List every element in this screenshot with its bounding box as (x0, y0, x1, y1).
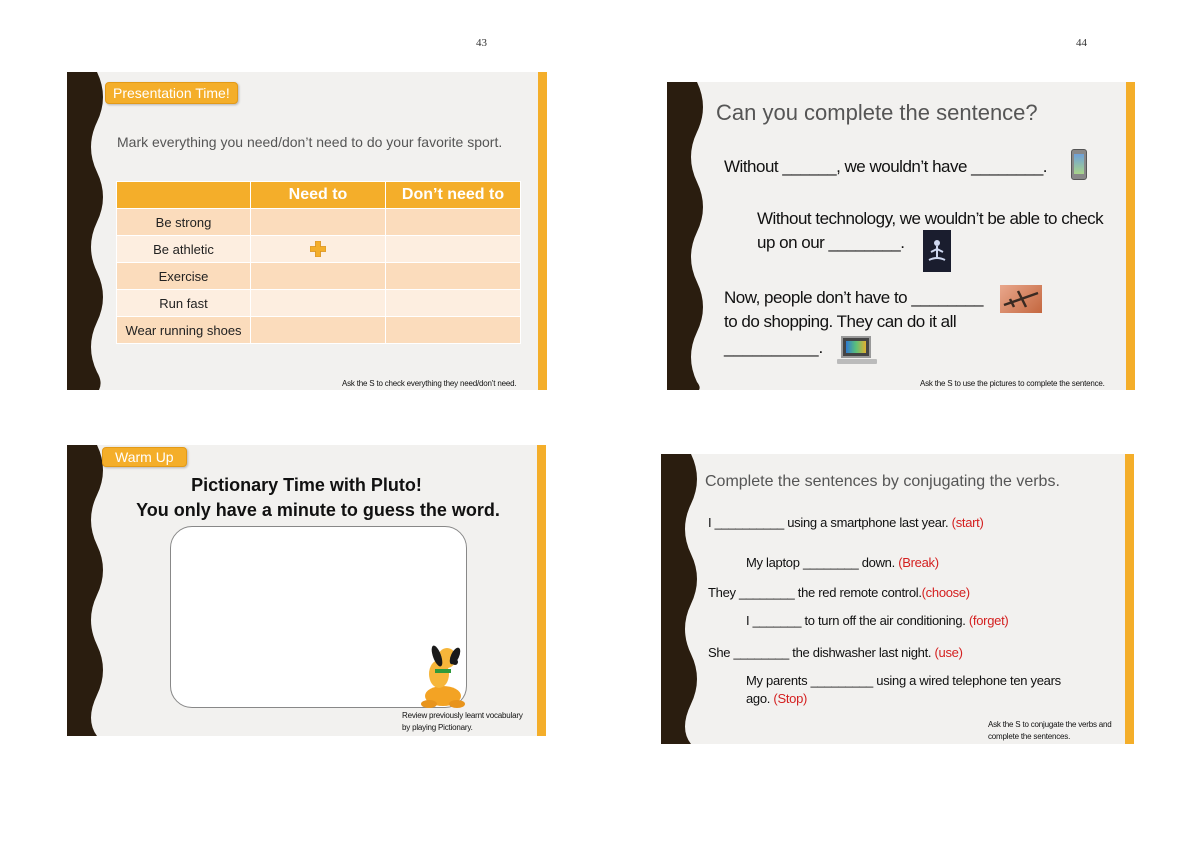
slide-title: Complete the sentences by conjugating the verbs. (705, 473, 1060, 490)
sentence-6b (746, 691, 807, 706)
slide-warm-up (67, 445, 546, 736)
row-label: Run fast (117, 290, 251, 317)
sport-table (116, 181, 521, 344)
table-header-empty (117, 182, 251, 209)
verb-hint-3: (choose) (921, 585, 970, 600)
plus-icon (310, 241, 326, 257)
meditation-image (923, 230, 951, 272)
sentence-line-3b: to do shopping. They can do it all (724, 312, 957, 331)
orange-side-bar (1126, 82, 1135, 390)
sentence-line-3c: __________. (724, 338, 824, 357)
sentence-3-text: They ________ the red remote control. (708, 585, 922, 600)
orange-side-bar (538, 72, 547, 390)
pictionary-title: Pictionary Time with Pluto! (191, 475, 422, 495)
teacher-note-line-1: Review previously learnt vocabulary (402, 711, 523, 720)
row-label: Be athletic (117, 236, 251, 263)
orange-side-bar (1125, 454, 1134, 744)
teacher-note: Ask the S to check everything they need/don’t need. (342, 379, 517, 388)
table-row (117, 209, 521, 236)
meditation-icon (923, 230, 951, 272)
sentence-1-text: I __________ using a smartphone last year. (708, 515, 949, 530)
airplane-image (1000, 285, 1042, 313)
table-header-need: Need to (251, 182, 386, 209)
row-label: Wear running shoes (117, 317, 251, 344)
section-tag: Warm Up (102, 447, 187, 467)
sentence-3 (708, 585, 970, 600)
table-row (117, 236, 521, 263)
sentence-4 (746, 613, 1008, 628)
teacher-note-line-2: complete the sentences. (988, 732, 1071, 741)
pictionary-subtitle: You only have a minute to guess the word. (136, 500, 500, 520)
row-label: Be strong (117, 209, 251, 236)
need-cell[interactable] (251, 317, 386, 344)
airplane-icon (1000, 285, 1042, 313)
sentence-line-3a: Now, people don’t have to ________ (724, 288, 984, 307)
wave-border (667, 82, 709, 390)
teacher-note-line-1: Ask the S to conjugate the verbs and (988, 720, 1112, 729)
sentence-6b-text: ago. (746, 691, 771, 706)
verb-hint-1: (start) (951, 515, 984, 530)
sentence-1 (708, 515, 984, 530)
sentence-6a: My parents _________ using a wired telephone ten years (746, 673, 1061, 688)
section-tag: Presentation Time! (105, 82, 238, 104)
table-row (117, 290, 521, 317)
page-number-right: 44 (1076, 37, 1087, 49)
verb-hint-5: (use) (934, 645, 963, 660)
slide-presentation-time (67, 72, 547, 390)
laptop-image (837, 334, 879, 370)
row-label: Exercise (117, 263, 251, 290)
table-row (117, 317, 521, 344)
verb-hint-4: (forget) (968, 613, 1009, 628)
dont-need-cell[interactable] (386, 236, 521, 263)
slide-title: Can you complete the sentence? (716, 100, 1038, 125)
need-cell[interactable] (251, 290, 386, 317)
teacher-note-line-2: by playing Pictionary. (402, 723, 473, 732)
sentence-5-text: She ________ the dishwasher last night. (708, 645, 932, 660)
wave-border (661, 454, 703, 744)
dont-need-cell[interactable] (386, 209, 521, 236)
sentence-line-2b: up on our ________. (757, 233, 905, 252)
sentence-4-text: I _______ to turn off the air conditioning. (746, 613, 966, 628)
table-header-dont-need: Don’t need to (386, 182, 521, 209)
sentence-2 (746, 555, 939, 570)
sentence-5 (708, 645, 963, 660)
table-row (117, 263, 521, 290)
need-cell[interactable] (251, 263, 386, 290)
sentence-line-2a: Without technology, we wouldn’t be able to check (757, 209, 1104, 228)
verb-hint-2: (Break) (898, 555, 939, 570)
need-cell[interactable] (251, 209, 386, 236)
pluto-icon (417, 644, 469, 710)
dont-need-cell[interactable] (386, 290, 521, 317)
smartphone-image (1071, 149, 1087, 180)
sentence-2-text: My laptop ________ down. (746, 555, 895, 570)
dont-need-cell[interactable] (386, 317, 521, 344)
teacher-note: Ask the S to use the pictures to complete the sentence. (920, 379, 1105, 388)
need-cell[interactable] (251, 236, 386, 263)
dont-need-cell[interactable] (386, 263, 521, 290)
slide-complete-sentence (667, 82, 1135, 390)
verb-hint-6: (Stop) (773, 691, 808, 706)
wave-border (67, 72, 109, 390)
instruction-text: Mark everything you need/don’t need to do your favorite sport. (117, 134, 503, 150)
slide-conjugate-verbs (661, 454, 1134, 744)
sentence-line-1: Without ______, we wouldn’t have ________. (724, 157, 1048, 176)
page-number-left: 43 (476, 37, 487, 49)
